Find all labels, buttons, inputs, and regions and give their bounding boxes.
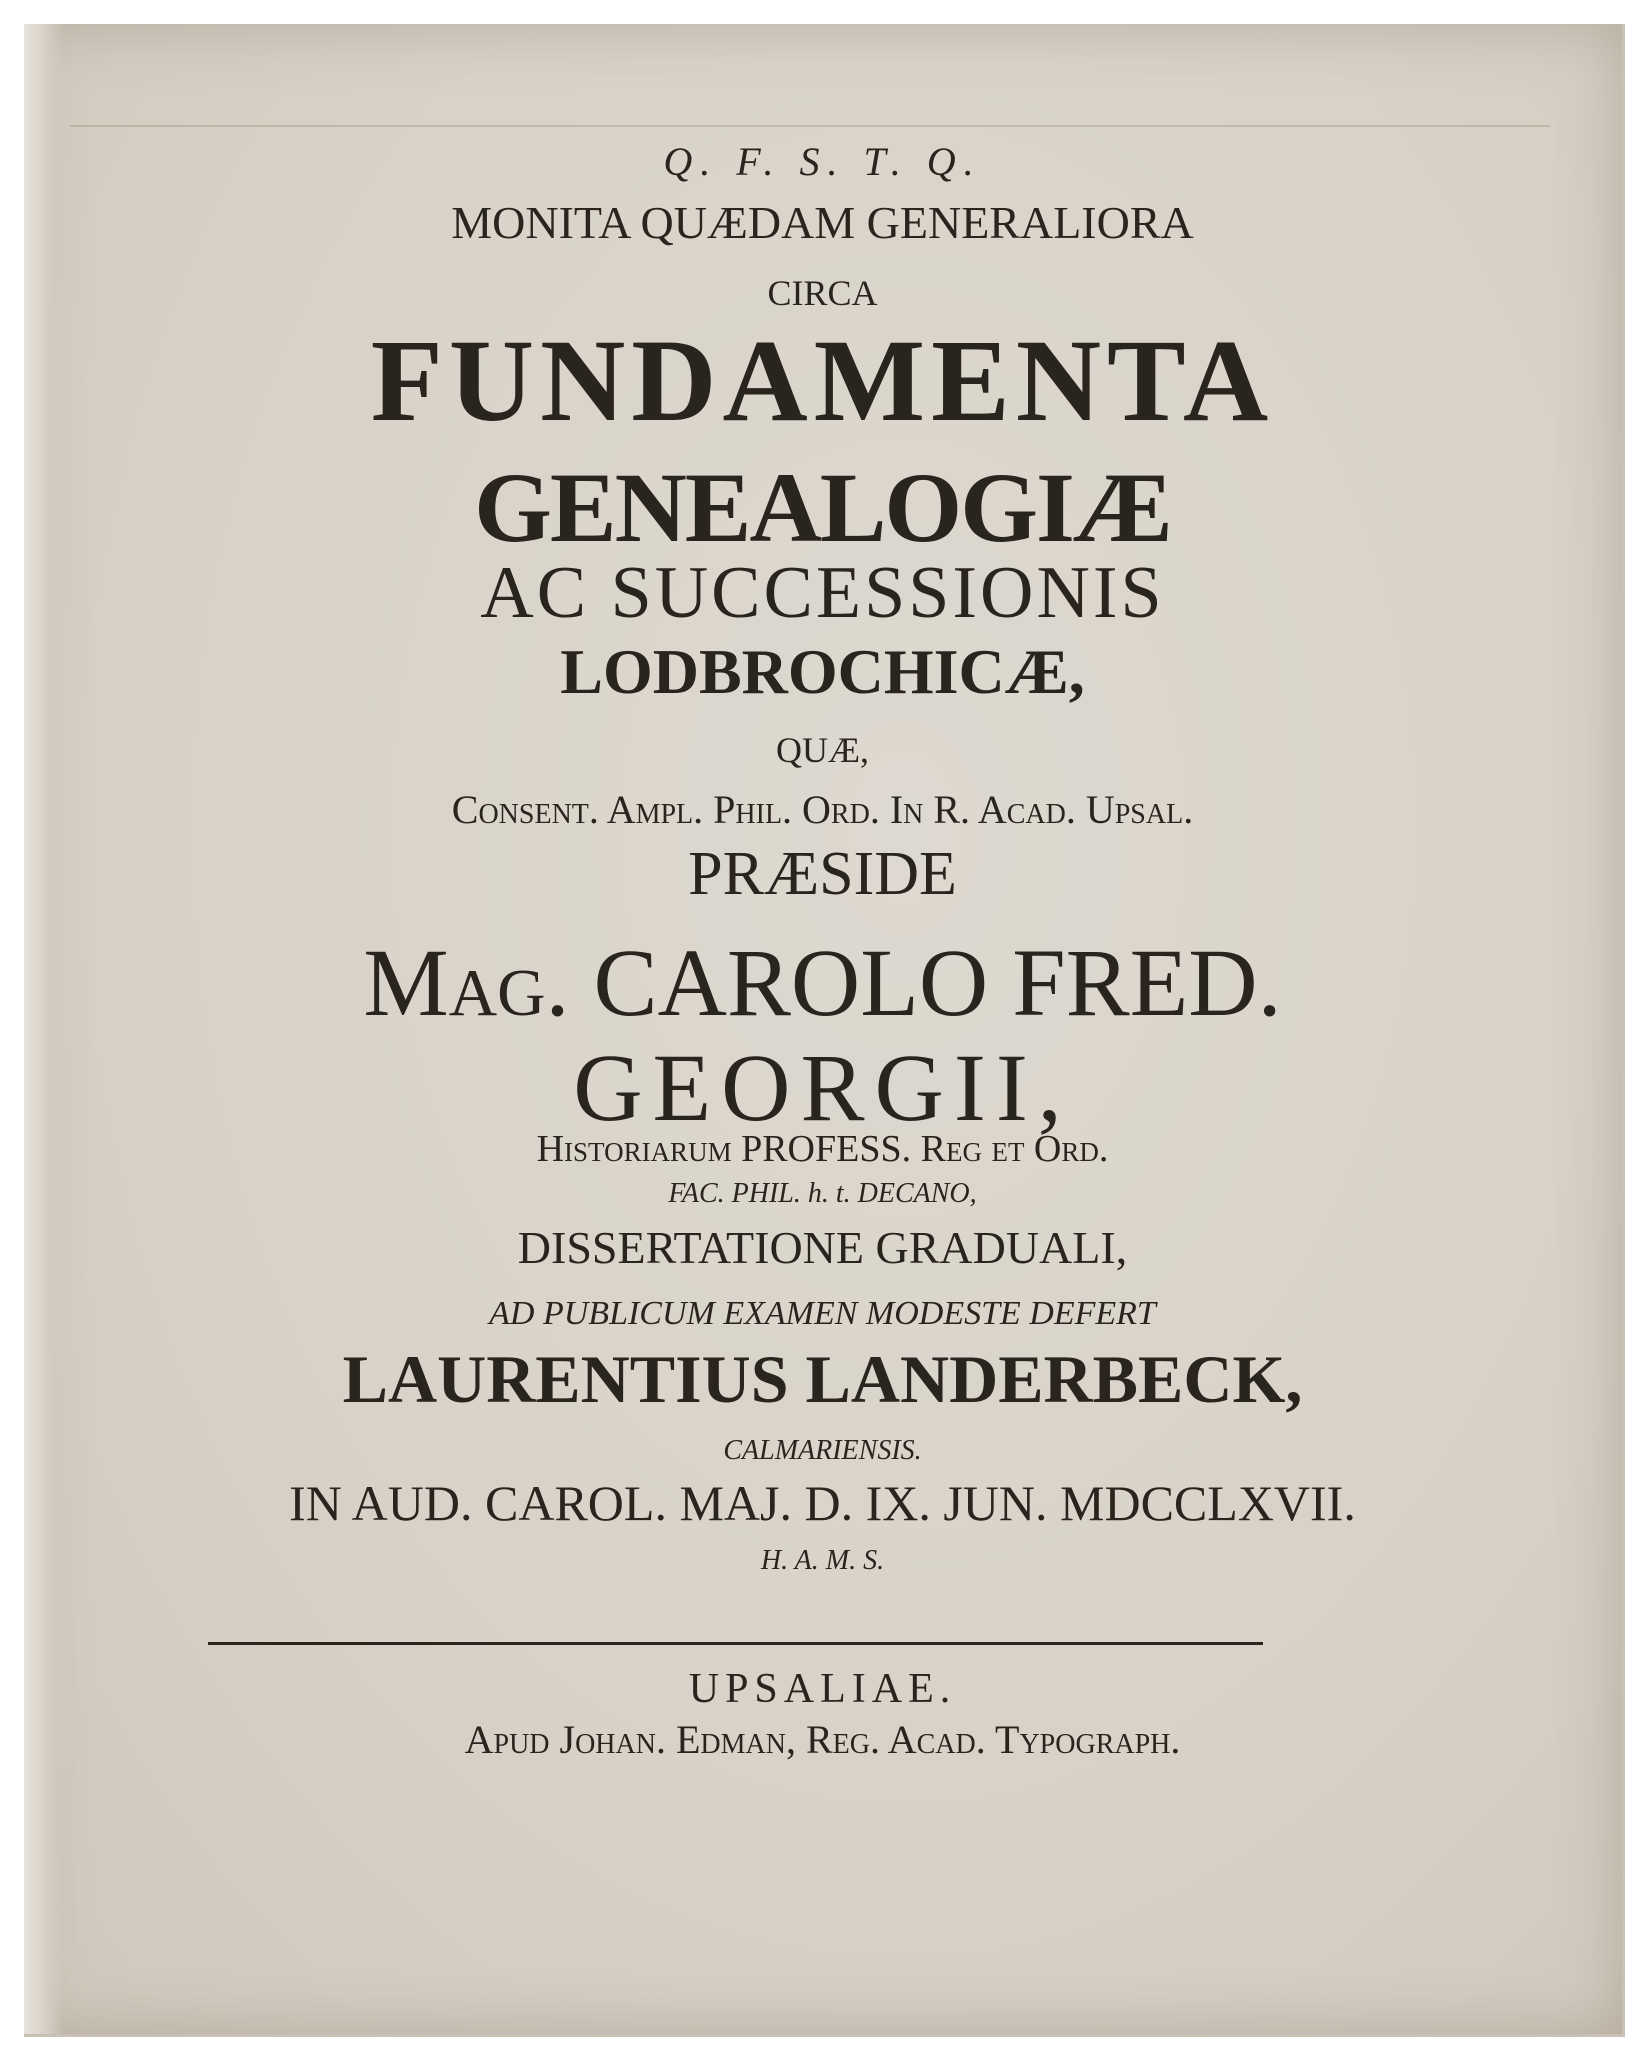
subtitle-monita: MONITA QUÆDAM GENERALIORA (451, 197, 1194, 248)
imprint-city: UPSALIAE. (688, 1666, 957, 1712)
praeses-forename: CAROLO FRED. (593, 929, 1282, 1036)
quae-line: QUÆ, (775, 730, 869, 770)
hams-line: H. A. M. S. (760, 1545, 885, 1576)
decano-line: FAC. PHIL. h. t. DECANO, (668, 1178, 977, 1209)
main-title-genealogiae: GENEALOGIÆ (474, 452, 1171, 563)
consent-line: Consent. Ampl. Phil. Ord. In R. Acad. Upsal. (451, 787, 1194, 832)
circa-line: CIRCA (767, 273, 878, 313)
professor-line: Historiarum PROFESS. Reg et Ord. (536, 1128, 1109, 1170)
praeses-surname: GEORGII, (573, 1034, 1072, 1141)
praeses-name-line (0, 929, 1645, 1036)
calmariensis-line: CALMARIENSIS. (723, 1435, 922, 1466)
title-ac-successionis: AC SUCCESSIONIS (480, 552, 1165, 634)
divider-rule (208, 1642, 1263, 1645)
mag-abbreviation: Mag. (363, 929, 570, 1036)
imprint-printer: Apud Johan. Edman, Reg. Acad. Typograph. (464, 1717, 1181, 1762)
date-line: IN AUD. CAROL. MAJ. D. IX. JUN. MDCCLXVII. (289, 1475, 1356, 1531)
main-title-fundamenta: FUNDAMENTA (370, 315, 1275, 446)
invocation-line: Q. F. S. T. Q. (663, 139, 982, 184)
fold-crease (70, 125, 1550, 127)
dissertatione-line: DISSERTATIONE GRADUALI, (517, 1222, 1128, 1273)
examen-line: AD PUBLICUM EXAMEN MODESTE DEFERT (489, 1295, 1156, 1332)
respondent-name: LAURENTIUS LANDERBECK, (342, 1341, 1303, 1417)
praeside-line: PRÆSIDE (688, 840, 957, 908)
title-lodbrochicae: LODBROCHICÆ, (560, 636, 1085, 707)
